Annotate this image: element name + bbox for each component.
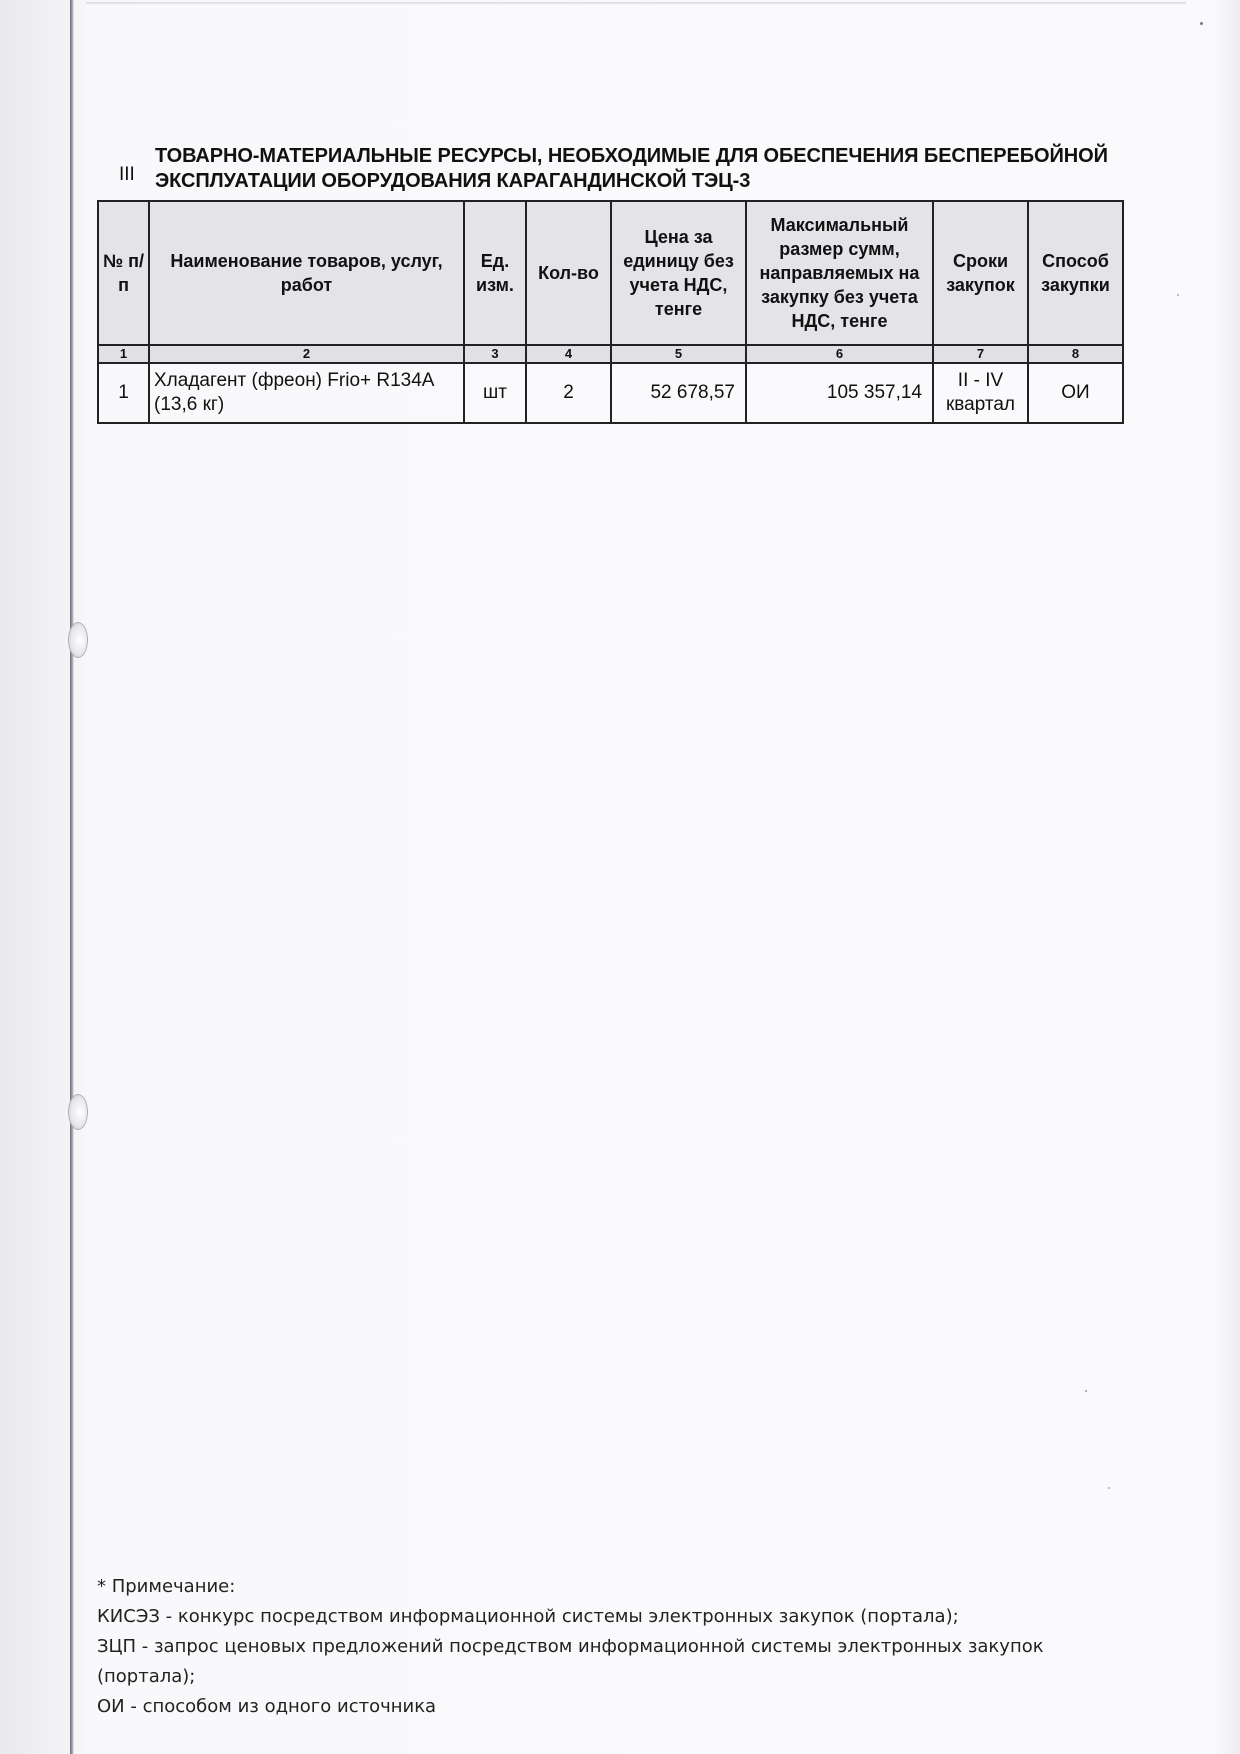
page-top-edge [86, 2, 1186, 5]
header-cell-total: Максимальный размер сумм, направляемых на закупку без учета НДС, тенге [746, 201, 933, 345]
table-row [98, 363, 1123, 423]
header-cell-unit-price: Цена за единицу без учета НДС, тенге [611, 201, 746, 345]
scan-speck [1177, 294, 1179, 296]
binding-edge-shadow [70, 0, 74, 1754]
column-number: 7 [933, 345, 1028, 363]
punch-hole [68, 622, 88, 658]
footnote-heading: * Примечание: [97, 1576, 236, 1597]
scan-speck [1085, 1390, 1087, 1392]
header-cell-name: Наименование товаров, услуг, работ [149, 201, 464, 345]
table-header-row [98, 201, 1123, 345]
cell-quantity: 2 [526, 363, 611, 423]
column-number: 1 [98, 345, 149, 363]
footnote-line: КИСЭЗ - конкурс посредством информационной системы электронных закупок (портала); [97, 1606, 959, 1627]
cell-item-name: Хладагент (фреон) Frio+ R134A (13,6 кг) [149, 363, 464, 423]
column-number: 8 [1028, 345, 1123, 363]
cell-number: 1 [98, 363, 149, 423]
page-right-edge [1215, 0, 1240, 1754]
punch-hole [68, 1094, 88, 1130]
footnote [97, 1572, 1097, 1722]
header-cell-unit: Ед. изм. [464, 201, 526, 345]
footnote-line: ОИ - способом из одного источника [97, 1696, 437, 1717]
scan-speck [1200, 22, 1203, 25]
column-number-row [98, 345, 1123, 363]
section-number: III [119, 164, 135, 185]
column-number: 6 [746, 345, 933, 363]
section-title: ТОВАРНО-МАТЕРИАЛЬНЫЕ РЕСУРСЫ, НЕОБХОДИМЫЕ ДЛЯ ОБЕСПЕЧЕНИЯ БЕСПЕРЕБОЙНОЙ ЭКСПЛУАТАЦИИ ОБОРУДОВАНИЯ КАРАГАНДИНСКОЙ ТЭЦ-3 [155, 145, 1108, 192]
cell-method: ОИ [1028, 363, 1123, 423]
procurement-table [97, 200, 1124, 424]
header-cell-quantity: Кол-во [526, 201, 611, 345]
cell-unit: шт [464, 363, 526, 423]
header-cell-period: Сроки закупок [933, 201, 1028, 345]
header-cell-method: Способ закупки [1028, 201, 1123, 345]
cell-unit-price: 52 678,57 [611, 363, 746, 423]
column-number: 5 [611, 345, 746, 363]
cell-total: 105 357,14 [746, 363, 933, 423]
footnote-line: ЗЦП - запрос ценовых предложений посредством информационной системы электронных закупок (портала); [97, 1636, 1044, 1687]
scan-speck [1108, 1487, 1110, 1489]
cell-period: II - IV квартал [933, 363, 1028, 423]
column-number: 2 [149, 345, 464, 363]
column-number: 4 [526, 345, 611, 363]
header-cell-number: № п/п [98, 201, 149, 345]
column-number: 3 [464, 345, 526, 363]
